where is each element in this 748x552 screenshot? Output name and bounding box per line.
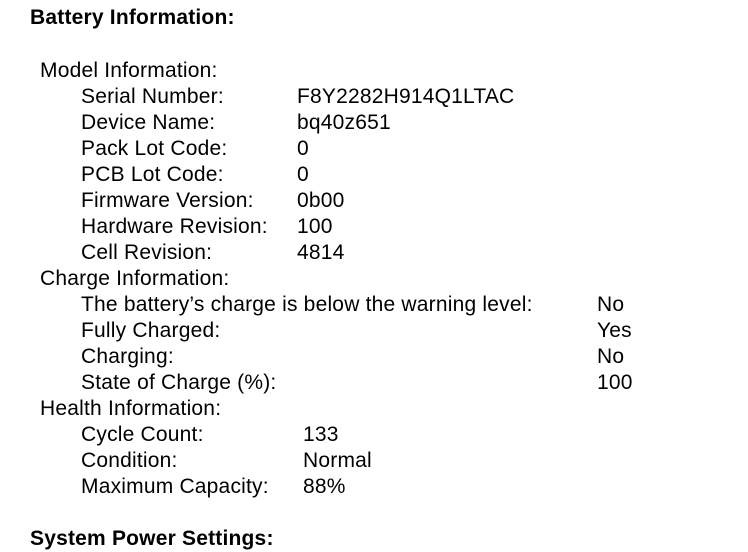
section-row	[0, 58, 748, 84]
battery-info-rows	[0, 58, 748, 500]
row-value: 4814	[297, 241, 345, 264]
row-label: Serial Number:	[81, 85, 224, 108]
row-value: 100	[597, 371, 633, 394]
section-row	[0, 266, 748, 292]
info-row	[0, 318, 748, 344]
info-row	[0, 344, 748, 370]
info-row	[0, 162, 748, 188]
info-row	[0, 84, 748, 110]
info-row	[0, 136, 748, 162]
info-row	[0, 474, 748, 500]
row-value: 133	[303, 423, 339, 446]
info-row	[0, 240, 748, 266]
row-label: Cell Revision:	[81, 241, 213, 264]
row-label: Pack Lot Code:	[81, 137, 228, 160]
info-row	[0, 110, 748, 136]
row-label: Device Name:	[81, 111, 216, 134]
row-label: Hardware Revision:	[81, 215, 268, 238]
row-label: The battery’s charge is below the warning level:	[81, 293, 533, 316]
row-value: F8Y2282H914Q1LTAC	[297, 85, 515, 108]
row-value: No	[597, 345, 625, 368]
info-row	[0, 214, 748, 240]
row-value: 0	[297, 137, 309, 160]
battery-information-heading: Battery Information:	[30, 6, 235, 29]
row-value: 0b00	[297, 189, 345, 212]
info-row	[0, 448, 748, 474]
row-label: Firmware Version:	[81, 189, 254, 212]
row-value: 100	[297, 215, 333, 238]
row-label: Fully Charged:	[81, 319, 221, 342]
row-label: Maximum Capacity:	[81, 475, 269, 498]
row-label: State of Charge (%):	[81, 371, 277, 394]
info-row	[0, 422, 748, 448]
system-power-settings-heading: System Power Settings:	[30, 527, 274, 550]
info-row	[0, 292, 748, 318]
row-label: PCB Lot Code:	[81, 163, 224, 186]
section-name: Model Information:	[40, 59, 218, 82]
row-value: 88%	[303, 475, 346, 498]
info-row	[0, 188, 748, 214]
row-value: bq40z651	[297, 111, 391, 134]
row-value: Normal	[303, 449, 372, 472]
row-value: No	[597, 293, 625, 316]
row-label: Condition:	[81, 449, 178, 472]
section-row	[0, 396, 748, 422]
info-row	[0, 370, 748, 396]
row-value: 0	[297, 163, 309, 186]
row-value: Yes	[597, 319, 632, 342]
section-name: Health Information:	[40, 397, 222, 420]
row-label: Charging:	[81, 345, 174, 368]
section-name: Charge Information:	[40, 267, 230, 290]
row-label: Cycle Count:	[81, 423, 204, 446]
